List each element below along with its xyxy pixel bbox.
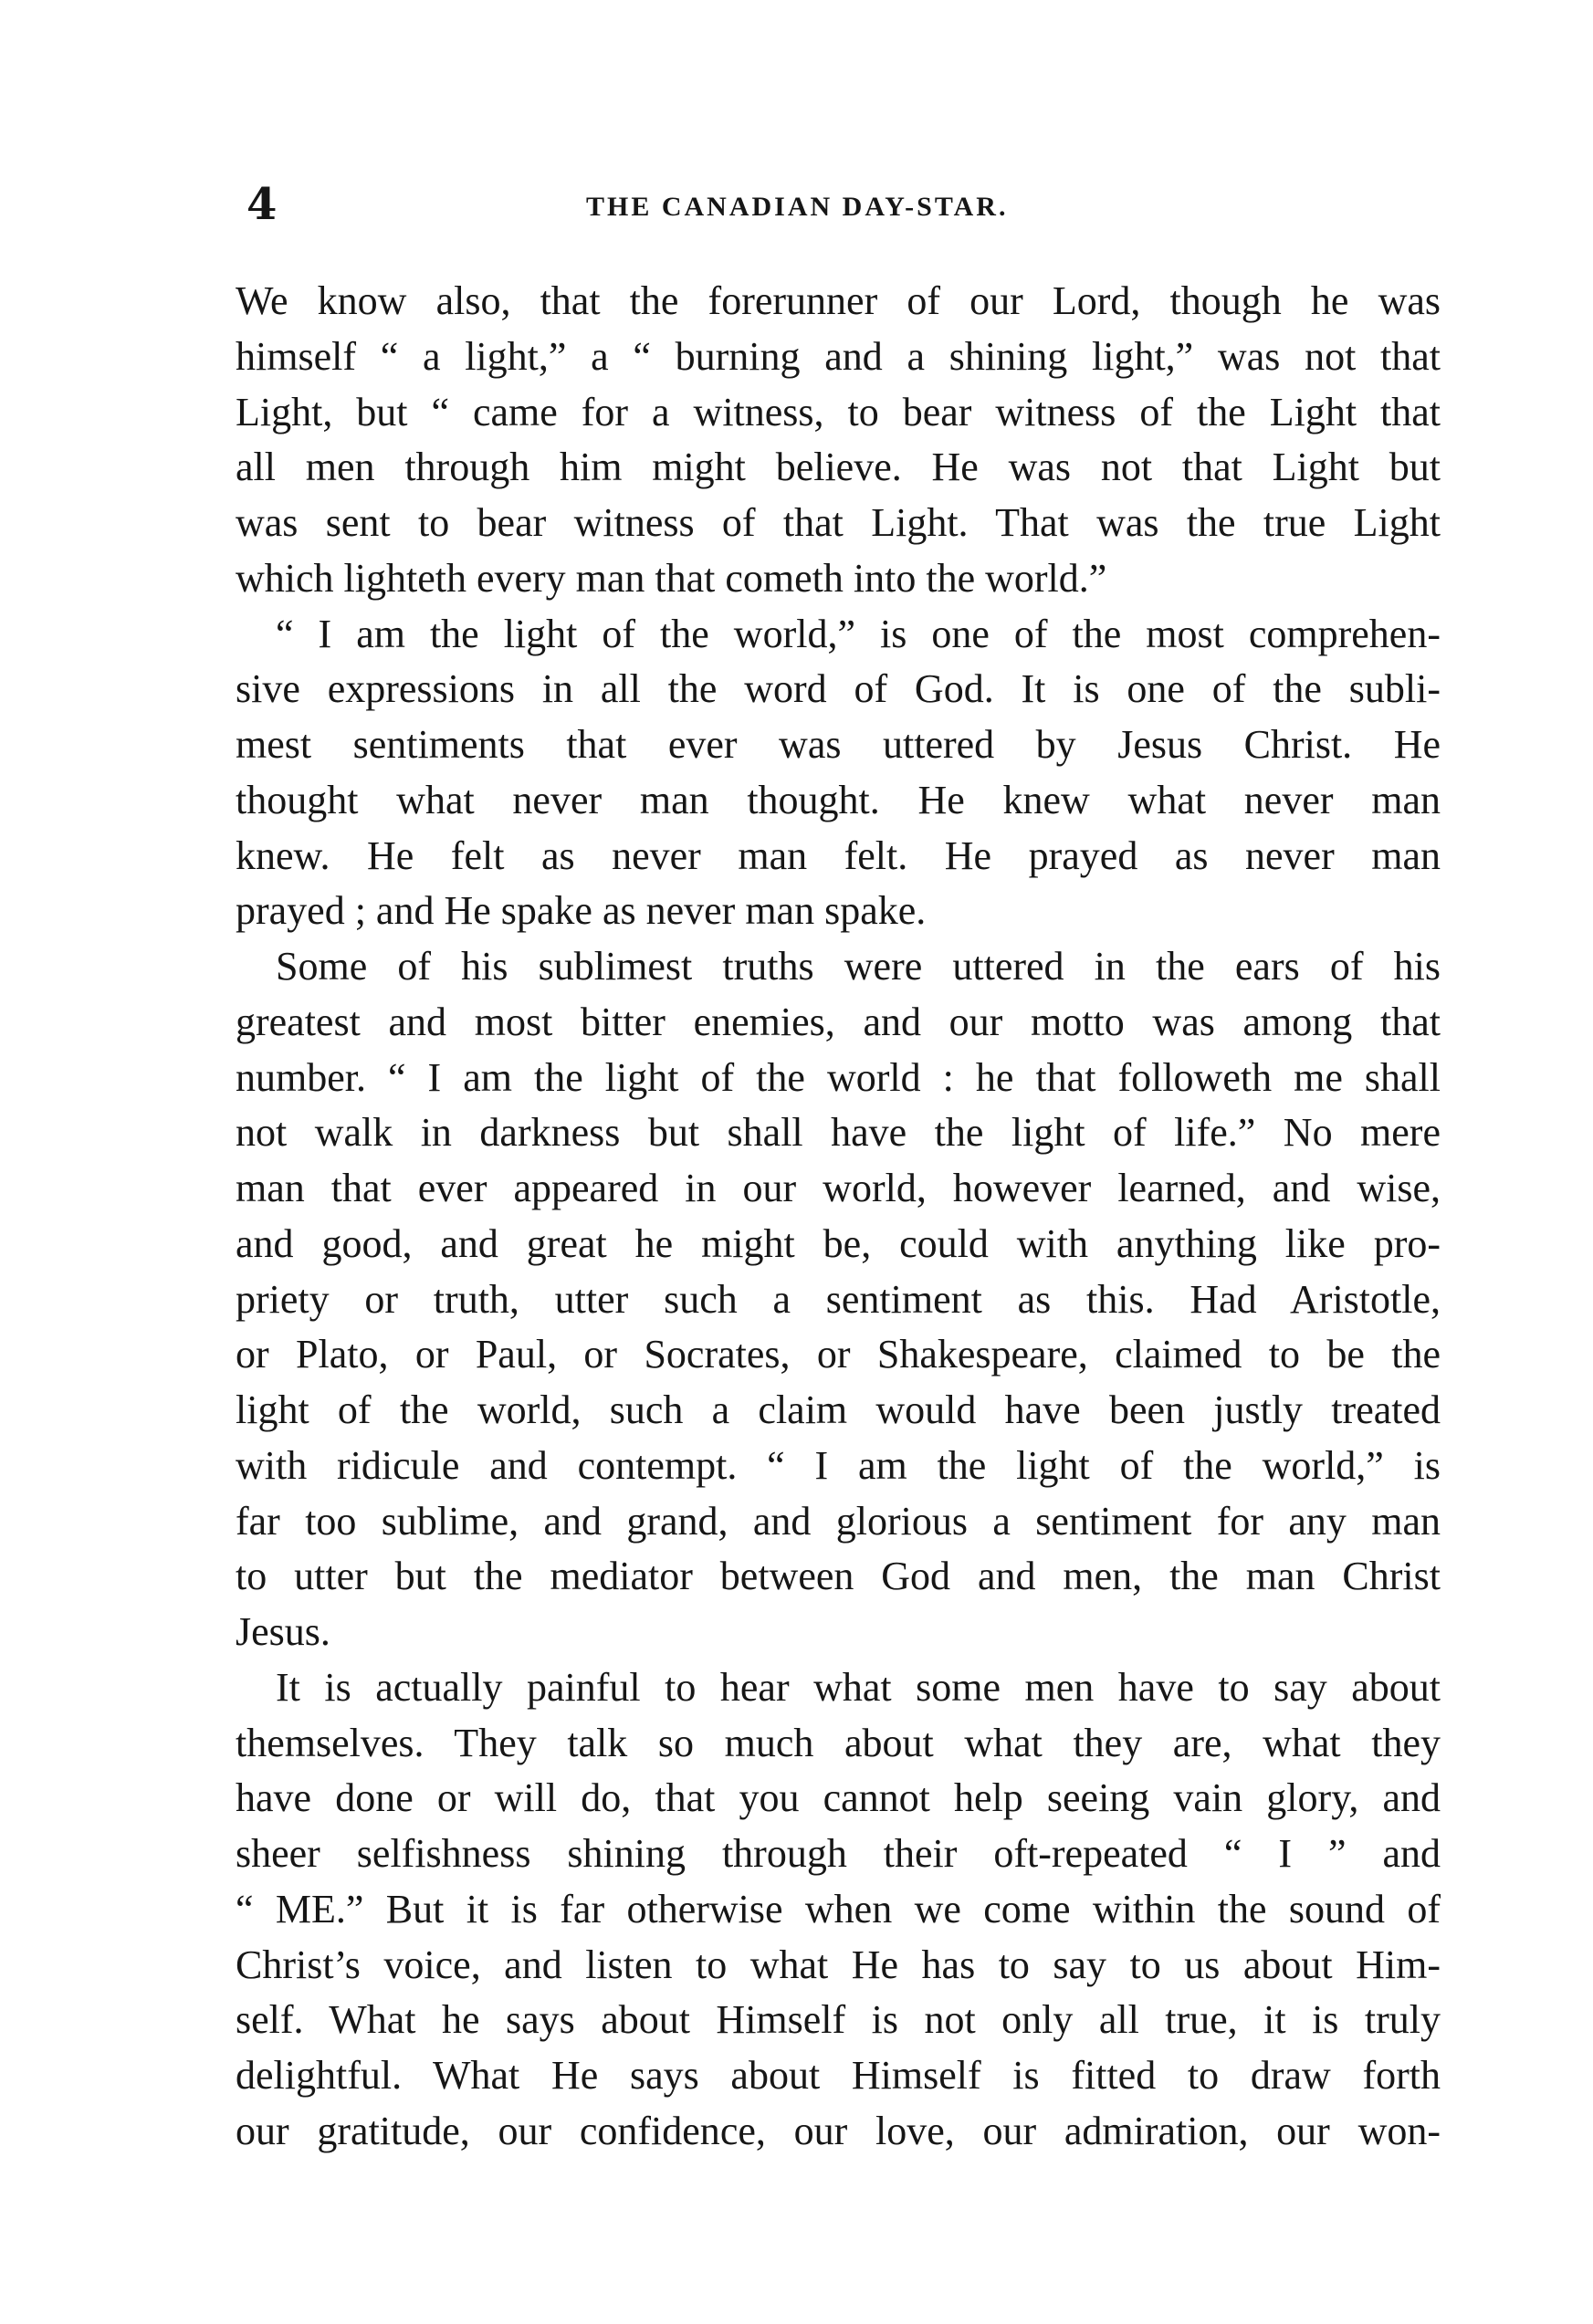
text-line: Jesus.: [236, 1609, 330, 1654]
text-line: self. What he says about Himself is not only all true, it is truly: [236, 1997, 1441, 2043]
text-line: with ridicule and contempt. “ I am the light of the world,” is: [236, 1442, 1441, 1488]
text-line: was sent to bear witness of that Light. That was the true Light: [236, 500, 1441, 545]
text-line: and good, and great he might be, could with anything like pro-: [236, 1220, 1441, 1266]
page-number: 4: [246, 179, 278, 230]
text-line: Christ’s voice, and listen to what He has to say to us about Him-: [236, 1942, 1441, 1987]
text-line: knew. He felt as never man felt. He prayed as never man: [236, 832, 1441, 878]
text-line: all men through him might believe. He was not that Light but: [236, 445, 1441, 490]
text-line: sheer selfishness shining through their oft-repeated “ I ” and: [236, 1831, 1441, 1876]
text-line: not walk in darkness but shall have the light of life.” No mere: [236, 1110, 1441, 1156]
text-line: far too sublime, and grand, and glorious a sentiment for any man: [236, 1498, 1441, 1544]
text-line: Some of his sublimest truths were uttered in the ears of his: [276, 944, 1441, 989]
text-line: himself “ a light,” a “ burning and a shining light,” was not that: [236, 333, 1441, 379]
text-line: have done or will do, that you cannot help seeing vain glory, and: [236, 1775, 1441, 1821]
text-line: themselves. They talk so much about what they are, what they: [236, 1720, 1441, 1765]
text-line: “ ME.” But it is far otherwise when we come within the sound of: [236, 1886, 1441, 1931]
text-line: priety or truth, utter such a sentiment as this. Had Aristotle,: [236, 1276, 1441, 1322]
text-line: greatest and most bitter enemies, and our motto was among that: [236, 999, 1441, 1044]
text-line: which lighteth every man that cometh into the world.”: [236, 555, 1107, 601]
text-line: light of the world, such a claim would have been justly treated: [236, 1387, 1441, 1432]
text-line: thought what never man thought. He knew what never man: [236, 777, 1441, 822]
page-header: [239, 179, 1442, 245]
text-line: or Plato, or Paul, or Socrates, or Shakespeare, claimed to be the: [236, 1332, 1441, 1377]
text-line: We know also, that the forerunner of our Lord, though he was: [236, 278, 1441, 323]
text-line: delightful. What He says about Himself is fitted to draw forth: [236, 2053, 1441, 2098]
text-line: “ I am the light of the world,” is one of the most comprehen-: [276, 611, 1441, 656]
text-line: our gratitude, our confidence, our love, our admiration, our won-: [236, 2108, 1441, 2153]
text-line: man that ever appeared in our world, however learned, and wise,: [236, 1166, 1441, 1210]
text-line: mest sentiments that ever was uttered by Jesus Christ. He: [236, 722, 1441, 767]
running-head: THE CANADIAN DAY-STAR.: [586, 192, 1009, 222]
text-line: sive expressions in all the word of God. It is one of the subli-: [236, 666, 1441, 712]
text-line: It is actually painful to hear what some men have to say about: [276, 1664, 1441, 1710]
text-line: number. “ I am the light of the world : he that followeth me shall: [236, 1054, 1441, 1100]
text-line: Light, but “ came for a witness, to bear witness of the Light that: [236, 389, 1441, 434]
body-text: [236, 274, 1441, 2160]
text-line: prayed ; and He spake as never man spake.: [236, 888, 927, 934]
text-line: to utter but the mediator between God and men, the man Christ: [236, 1554, 1441, 1599]
